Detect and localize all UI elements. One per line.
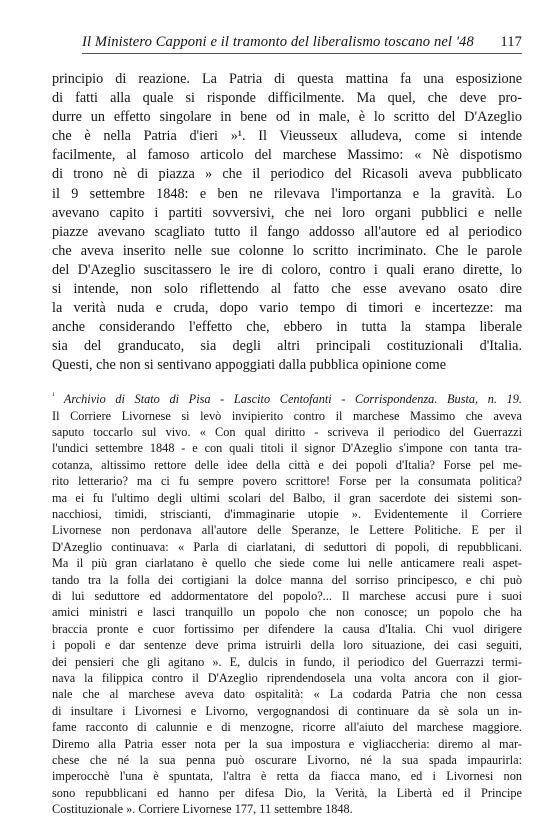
footnote-line: cotanza, altissimo rettore delle idee della città e dei popoli d'Italia? Forse pel me- [52,457,522,472]
footnote-line: chese che né la sua penna può oscurare Livorno, né la sua spada impaurirla: [52,753,522,768]
page-number: 117 [500,34,522,50]
text-line: la verità nuda e cruda, dopo vario tempo di timori e incertezze: ma [52,300,522,317]
footnote-line [52,388,522,408]
footnote-line: i popoli e dar sentenze deve prima istruirli della loro situazione, dei casi seguiti, [52,638,522,653]
text-line: principio di reazione. La Patria di questa mattina fa una esposizione [52,71,522,87]
footnote-line: nale che al marchese aveva dato ospitalità: « La codarda Patria che non cessa [52,687,522,702]
footnote-line: imperocchè l'una è spuntata, l'altra è retta da fiacca mano, ed i Livornesi non [52,769,522,784]
text-line: che aveva inserito nelle sue colonne lo scritto incriminato. Che le parole [52,242,522,259]
footnote-line: Costituzionale ». Corriere Livornese 177, 11 settembre 1848. [52,802,353,817]
footnote-line: nacchiosi, timidi, striscianti, d'immaginarie utopie ». Evidentemente il Corriere [52,506,522,521]
footnote-marker: ¹ [52,391,55,400]
text-line: facilmente, al famoso articolo del marchese Massimo: « Nè dispotismo [52,147,522,164]
footnote-line: sono repubblicani ed hanno per difesa Dio, la Verità, la Libertà ed il Principe [52,785,522,800]
header-rule [82,53,522,54]
footnote-line: rito letterario? ma ci fu sempre povero scrittore! Forse per la consumata politica? [52,474,522,489]
footnote-line: saputo toccarlo sul vivo. « Con qual diritto - scriveva il periodico del Guerrazzi [52,424,522,439]
text-line: del D'Azeglio suscitassero le ire di coloro, contro i quali erano dirette, lo [52,261,522,278]
text-line: durre un effetto singolare in bene od in male, è lo scritto del D'Azeglio [52,109,522,126]
text-line: avevano capito i partiti sovversivi, che nei loro organi pubblici e nelle [52,204,522,221]
footnote-line: braccia pronte e cuor fortissimo per difendere la causa d'Italia. Chi vuol dirigere [52,621,522,636]
footnote-line: Il Corriere Livornese si levò invipierito contro il marchese Massimo che aveva [52,408,522,423]
footnote-source: Archivio di Stato di Pisa - Lascito Centofanti - Corrispondenza. Busta, n. 19. [63,392,522,407]
running-title: Il Ministero Capponi e il tramonto del liberalismo toscano nel '48 [82,34,474,50]
footnote-line: fame racconto di calunnie e di menzogne, ricorre all'aiuto del marchese maggiore. [52,720,522,735]
text-line: piazze avevano scagliato tutto il fango addosso all'autore ed al periodico [52,223,522,240]
footnote-line: tando tra la folla dei cortigiani la dolce manna del sorriso principesco, e chi può [52,572,522,587]
footnote-line: amici ministri e lasci tranquillo un popolo che non conosce; un popolo che ha [52,605,522,620]
main-text [52,70,522,376]
footnote-line: l'undici settembre 1848 - e con quali titoli il signor D'Azeglio s'impone con tanta tra- [52,441,522,456]
text-line: Questi, che non si sentivano appoggiati dalla pubblica opinione come [52,357,447,374]
text-line: sia del granducato, sia degli altri principali costituzionali d'Italia. [52,338,522,355]
footnotes [52,388,522,818]
footnote-line: Ma il più gran ciarlatano è quello che siede come lui nelle anticamere reali aspet- [52,556,522,571]
footnote-line: di insultare i Livornesi e Livorno, vergognandosi di continuare da sè sola un in- [52,703,522,718]
text-line: il 9 settembre 1848: e ben ne rilevava l'importanza e la gravità. Lo [52,185,522,202]
footnote-line: ma ei fu l'ultimo degli ultimi scolari del Balbo, il gran sacerdote dei sistemi son- [52,490,522,505]
footnote-line: di lui seduttore ed addormentatore del popolo?... Il marchese accusi pure i suoi [52,588,522,603]
running-header [82,34,522,51]
text-line: di fatti alla quale si risponde difficilmente. Ma quel, che deve pro- [52,90,522,107]
text-line: di trono nè di piazza » che il periodico del Ricasoli aveva pubblicato [52,166,522,183]
text-line: che è nella Patria d'ieri »¹. Il Vieusseux alludeva, come si intende [52,128,522,145]
footnote-line: dei pensieri che gli agitano ». E, dulcis in fundo, il periodico del Guerrazzi termi- [52,654,522,669]
footnote-line: nava la filippica contro il D'Azeglio riprendendosela una volta ancora con il gior- [52,671,522,685]
text-line: si intende, non solo riflettendo al fatto che esse avevano osato dire [52,281,522,298]
footnote-line: D'Azeglio continuava: « Parla di ciarlatani, di seduttori di popoli, di repubblicani. [52,539,522,554]
text-line: anche considerando l'effetto che, ebbero in tutta la stampa liberale [52,319,522,336]
footnote-line: Diremo alla Patria esser nota per la sua impostura e vigliaccheria: diremo al mar- [52,736,522,751]
footnote-line: Livornese non perdonava all'autore delle Speranze, le Lettere Politiche. E per il [52,523,522,538]
